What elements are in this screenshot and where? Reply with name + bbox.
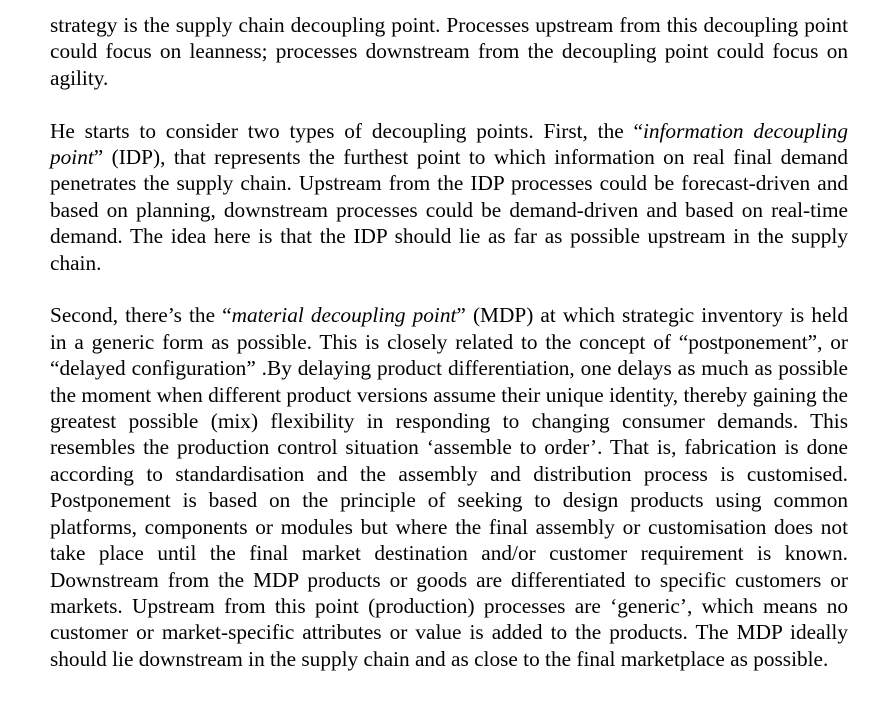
paragraph-information-decoupling-point xyxy=(50,118,848,276)
term-material-decoupling-point: material decoupling point xyxy=(231,303,457,328)
text-segment: He starts to consider two types of decoupling points. First, the “ xyxy=(50,118,643,143)
text-segment: Second, there’s the “ xyxy=(50,303,232,328)
paragraph-material-decoupling-point xyxy=(50,302,848,672)
text-segment: strategy is the supply chain decoupling point. Processes upstream from this decoupling point could focus on leanness; processes downstream from the decoupling point could focus on agility. xyxy=(50,13,848,90)
document-page xyxy=(50,12,848,672)
text-segment: ” (IDP), that represents the furthest point to which information on real final demand penetrates the supply chain. Upstream from the IDP processes could be forecast-driven and based on planning, downstream processes could be demand-driven and based on real-time demand. The idea here is that the IDP should lie as far as possible upstream in the supply chain. xyxy=(50,145,848,275)
term-information-decoupling-point: information decoupling point xyxy=(50,118,848,170)
paragraph-decoupling-intro xyxy=(50,12,848,91)
text-segment: ” (MDP) at which strategic inventory is held in a generic form as possible. This is closely related to the concept of “postponement”, or “delayed configuration” .By delaying product differentiation, one delays as much as possible the moment when different product versions assume their unique identity, thereby gaining the greatest possible (mix) flexibility in responding to changing consumer demands. This resembles the production control situation ‘assemble to order’. That is, fabrication is done according to standardisation and the assembly and distribution process is customised. Postponement is based on the principle of seeking to design products using common platforms, components or modules but where the final assembly or customisation does not take place until the final market destination and/or customer requirement is known. Downstream from the MDP products or goods are differentiated to specific customers or markets. Upstream from this point (production) processes are ‘generic’, which means no customer or market-specific attributes or value is added to the products. The MDP ideally should lie downstream in the supply chain and as close to the final marketplace as possible. xyxy=(50,303,848,671)
